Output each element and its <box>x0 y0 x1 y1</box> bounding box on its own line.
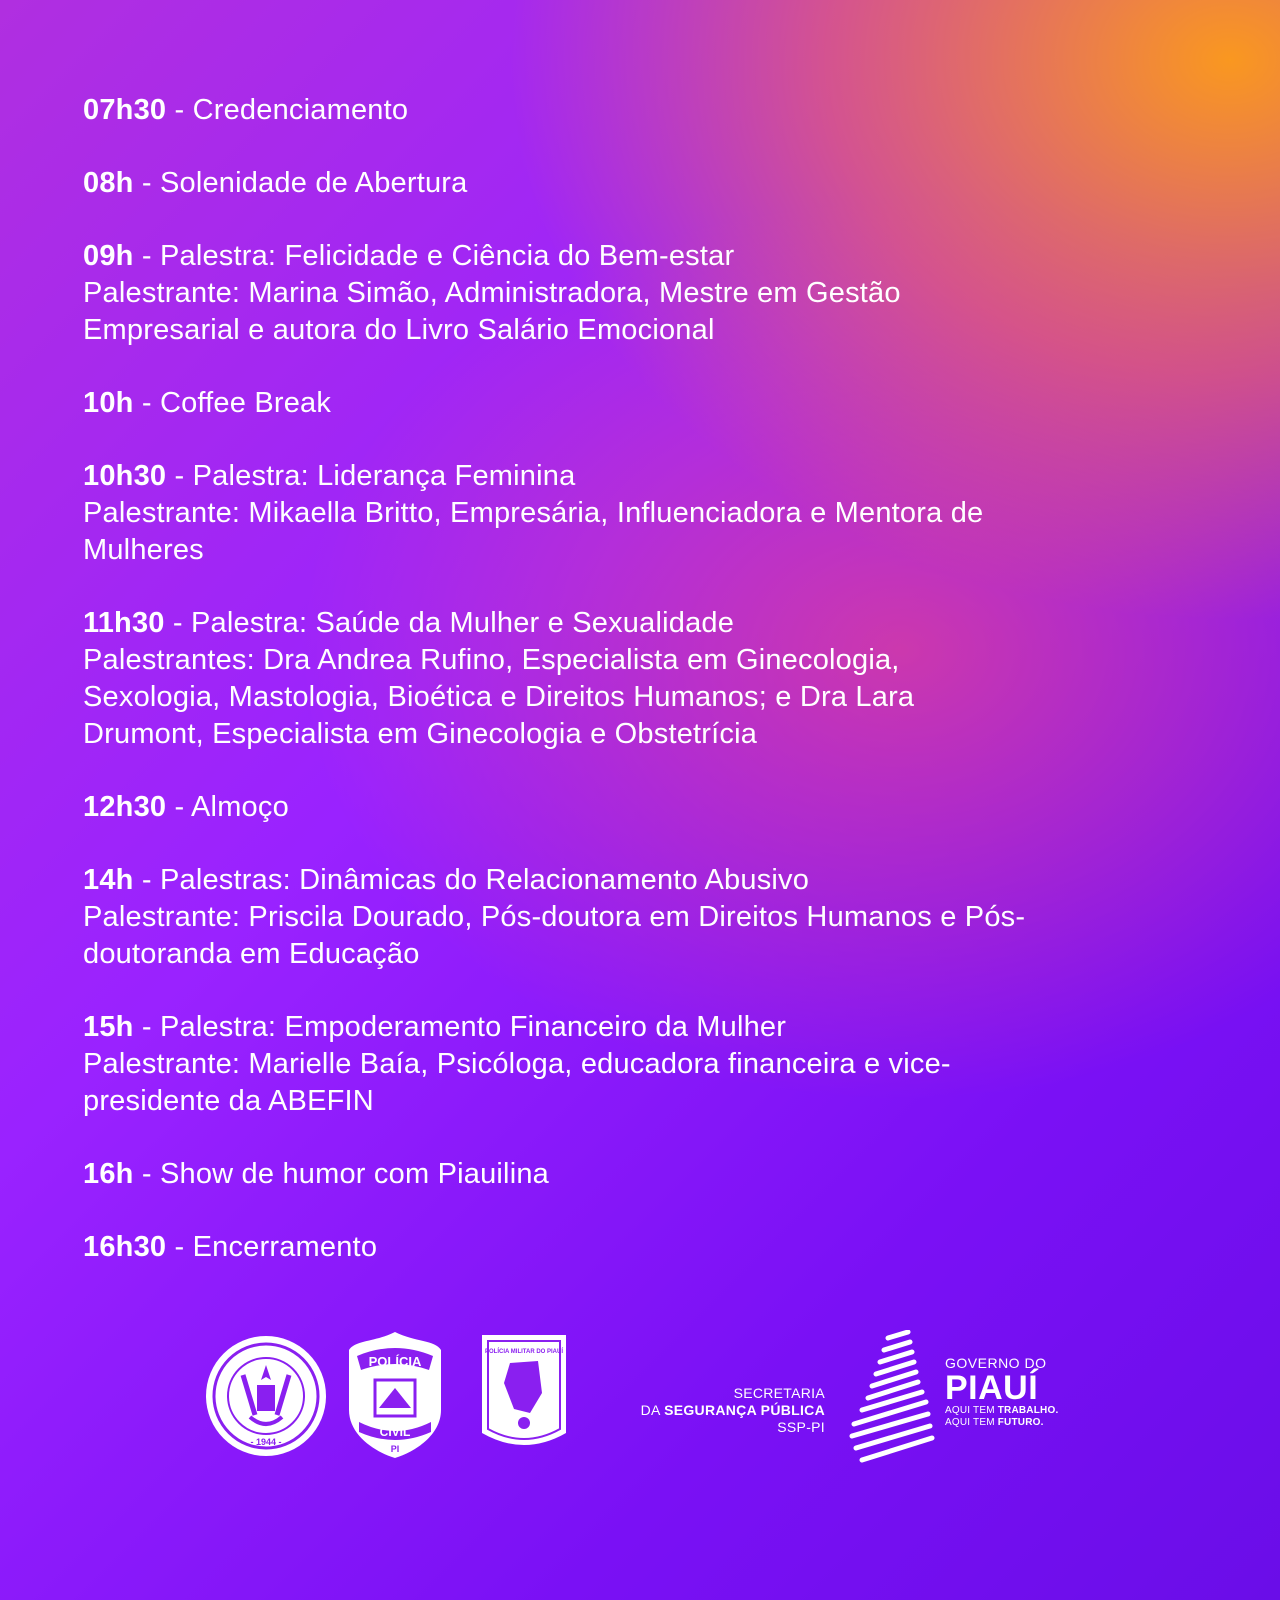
agenda-text: Palestrante: Marina Simão, Administradora, Mestre em Gestão <box>83 277 901 309</box>
policia-militar-text: POLÍCIA MILITAR DO PIAUÍ <box>485 1349 563 1355</box>
agenda-item <box>83 92 1213 129</box>
agenda-item-title <box>83 1229 1213 1266</box>
agenda-item <box>83 789 1213 826</box>
agenda-item <box>83 385 1213 422</box>
agenda-text: - Encerramento <box>166 1231 378 1263</box>
footer-logos <box>0 1335 1280 1485</box>
agenda-item-detail <box>83 716 1213 753</box>
agenda-text: - Solenidade de Abertura <box>133 167 468 199</box>
agenda-text: - Palestra: Felicidade e Ciência do Bem-estar <box>133 240 735 272</box>
agenda-time: 10h <box>83 387 134 419</box>
agenda-time: 11h30 <box>83 607 165 639</box>
agenda-text: Palestrantes: Dra Andrea Rufino, Especialista em Ginecologia, <box>83 644 900 676</box>
agenda-time: 09h <box>83 240 134 272</box>
agenda-item-title <box>83 789 1213 826</box>
agenda-item-detail <box>83 532 1213 569</box>
policia-civil-bottom-text: CIVIL <box>379 1425 411 1439</box>
agenda-time: 07h30 <box>83 94 167 126</box>
agenda-item-title <box>83 92 1213 129</box>
ssp-line3: SSP-PI <box>777 1419 825 1435</box>
agenda-item-detail <box>83 679 1213 716</box>
agenda-item-title <box>83 385 1213 422</box>
agenda-time: 14h <box>83 864 134 896</box>
agenda-text: - Palestra: Liderança Feminina <box>166 460 576 492</box>
agenda-item-detail <box>83 495 1213 532</box>
agenda-item-title <box>83 862 1213 899</box>
agenda-item-title <box>83 165 1213 202</box>
ssp-line1: SECRETARIA <box>733 1385 825 1401</box>
agenda-text: - Coffee Break <box>133 387 332 419</box>
agenda-item-title <box>83 605 1213 642</box>
policia-civil-top-text: POLÍCIA <box>368 1354 422 1369</box>
agenda-item-detail <box>83 1083 1213 1120</box>
agenda-item-title <box>83 1156 1213 1193</box>
agenda-text: - Palestra: Saúde da Mulher e Sexualidade <box>164 607 735 639</box>
agenda-text: Palestrante: Mikaella Britto, Empresária, Influenciadora e Mentora de <box>83 497 984 529</box>
agenda-text: presidente da ABEFIN <box>83 1085 374 1117</box>
agenda-text: Mulheres <box>83 534 204 566</box>
agenda-text: Drumont, Especialista em Ginecologia e Obstetrícia <box>83 718 758 750</box>
agenda-text: Empresarial e autora do Livro Salário Emocional <box>83 314 715 346</box>
agenda-text: - Palestra: Empoderamento Financeiro da Mulher <box>133 1011 787 1043</box>
agenda-item <box>83 165 1213 202</box>
agenda-time: 16h30 <box>83 1231 167 1263</box>
agenda-text: - Almoço <box>166 791 289 823</box>
agenda-text: - Credenciamento <box>166 94 409 126</box>
policia-militar-shield-logo <box>480 1333 568 1455</box>
agenda-item-detail <box>83 1046 1213 1083</box>
agenda-time: 12h30 <box>83 791 167 823</box>
agenda-item-title <box>83 458 1213 495</box>
agenda-item <box>83 458 1213 569</box>
agenda-item-title <box>83 238 1213 275</box>
governo-piaui-mark-icon <box>848 1330 936 1465</box>
agenda-time: 16h <box>83 1158 134 1190</box>
agenda-item-detail <box>83 275 1213 312</box>
agenda-time: 10h30 <box>83 460 167 492</box>
agenda-text: Sexologia, Mastologia, Bioética e Direitos Humanos; e Dra Lara <box>83 681 915 713</box>
gov-slogan1: AQUI TEM TRABALHO. <box>945 1405 1059 1416</box>
agenda-text: Palestrante: Marielle Baía, Psicóloga, educadora financeira e vice- <box>83 1048 951 1080</box>
agenda-item-detail <box>83 936 1213 973</box>
policia-civil-state-text: PI <box>390 1444 400 1454</box>
gov-line2: PIAUÍ <box>945 1369 1039 1407</box>
event-agenda <box>83 92 1213 1302</box>
agenda-text: doutoranda em Educação <box>83 938 420 970</box>
agenda-text: - Show de humor com Piauilina <box>133 1158 549 1190</box>
agenda-item <box>83 1229 1213 1266</box>
agenda-text: - Palestras: Dinâmicas do Relacionamento Abusivo <box>133 864 810 896</box>
agenda-item-title <box>83 1009 1213 1046</box>
gov-line1: GOVERNO DO <box>945 1355 1047 1371</box>
policia-civil-badge-logo <box>345 1330 445 1460</box>
bombeiros-seal-logo <box>205 1335 327 1457</box>
agenda-item <box>83 605 1213 753</box>
agenda-item <box>83 862 1213 973</box>
agenda-time: 08h <box>83 167 134 199</box>
agenda-item-detail <box>83 642 1213 679</box>
agenda-item-detail <box>83 899 1213 936</box>
governo-piaui-logo-text <box>945 1355 1085 1429</box>
agenda-item <box>83 1156 1213 1193</box>
agenda-text: Palestrante: Priscila Dourado, Pós-doutora em Direitos Humanos e Pós- <box>83 901 1026 933</box>
agenda-item-detail <box>83 312 1213 349</box>
ssp-logo-text <box>580 1385 825 1436</box>
agenda-item <box>83 1009 1213 1120</box>
agenda-item <box>83 238 1213 349</box>
agenda-time: 15h <box>83 1011 134 1043</box>
ssp-line2: DA SEGURANÇA PÚBLICA <box>640 1402 825 1418</box>
bombeiros-year: - 1944 - <box>250 1437 282 1447</box>
gov-slogan2: AQUI TEM FUTURO. <box>945 1417 1044 1428</box>
